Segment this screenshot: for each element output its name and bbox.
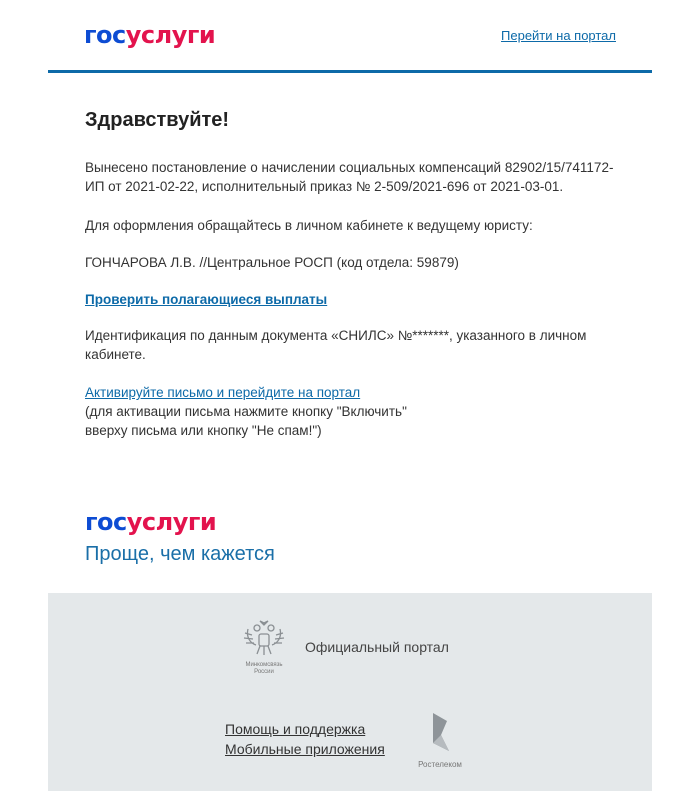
identification-paragraph: Идентификация по данным документа «СНИЛС» №*******, указанного в личном кабинете. — [85, 328, 587, 362]
lawyer-info-paragraph: ГОНЧАРОВА Л.В. //Центральное РОСП (код отдела: 59879) — [85, 255, 459, 270]
ministry-emblem — [238, 619, 290, 677]
rostelecom-logo — [408, 711, 472, 769]
email-footer — [48, 593, 652, 791]
help-support-link[interactable]: Помощь и поддержка — [225, 721, 366, 737]
logo-gos-text: гос — [84, 21, 126, 49]
resolution-paragraph: Вынесено постановление о начислении социальных компенсаций 82902/15/741172-ИП от 2021-02-22, исполнительный приказ № 2-509/2021-696 от 2021-03-01. — [85, 160, 614, 194]
logo-uslugi-text: услуги — [125, 21, 216, 49]
rostelecom-icon — [427, 711, 453, 755]
footer-gosuslugi-logo — [85, 510, 216, 534]
mobile-apps-link[interactable]: Мобильные приложения — [225, 741, 385, 757]
activation-block — [85, 383, 625, 440]
go-to-portal-link[interactable]: Перейти на портал — [501, 28, 616, 43]
check-payments-link[interactable]: Проверить полагающиеся выплаты — [85, 292, 328, 307]
official-portal-text: Официальный портал — [305, 639, 449, 655]
gosuslugi-logo — [84, 23, 215, 47]
email-container — [48, 0, 652, 769]
footer-logo-uslugi-text: услуги — [126, 508, 217, 536]
activate-letter-link[interactable]: Активируйте письмо и перейдите на портал — [85, 385, 361, 400]
rostelecom-label: Ростелеком — [418, 760, 462, 769]
slogan-text: Проще, чем кажется — [85, 543, 275, 565]
footer-logo-gos-text: гос — [85, 508, 127, 536]
email-header — [48, 0, 652, 73]
ministry-name-line2: России — [254, 669, 274, 675]
greeting-heading: Здравствуйте! — [85, 109, 230, 131]
contact-instruction-paragraph: Для оформления обращайтесь в личном кабинете к ведущему юристу: — [85, 218, 533, 233]
coat-of-arms-icon — [242, 619, 286, 657]
email-body — [85, 108, 625, 438]
ministry-name-line1: Минкомсвязь — [245, 662, 283, 668]
activation-note-line2: вверху письма или кнопку "Не спам!") — [85, 423, 322, 438]
activation-note-line1: (для активации письма нажмите кнопку "Включить" — [85, 404, 407, 419]
